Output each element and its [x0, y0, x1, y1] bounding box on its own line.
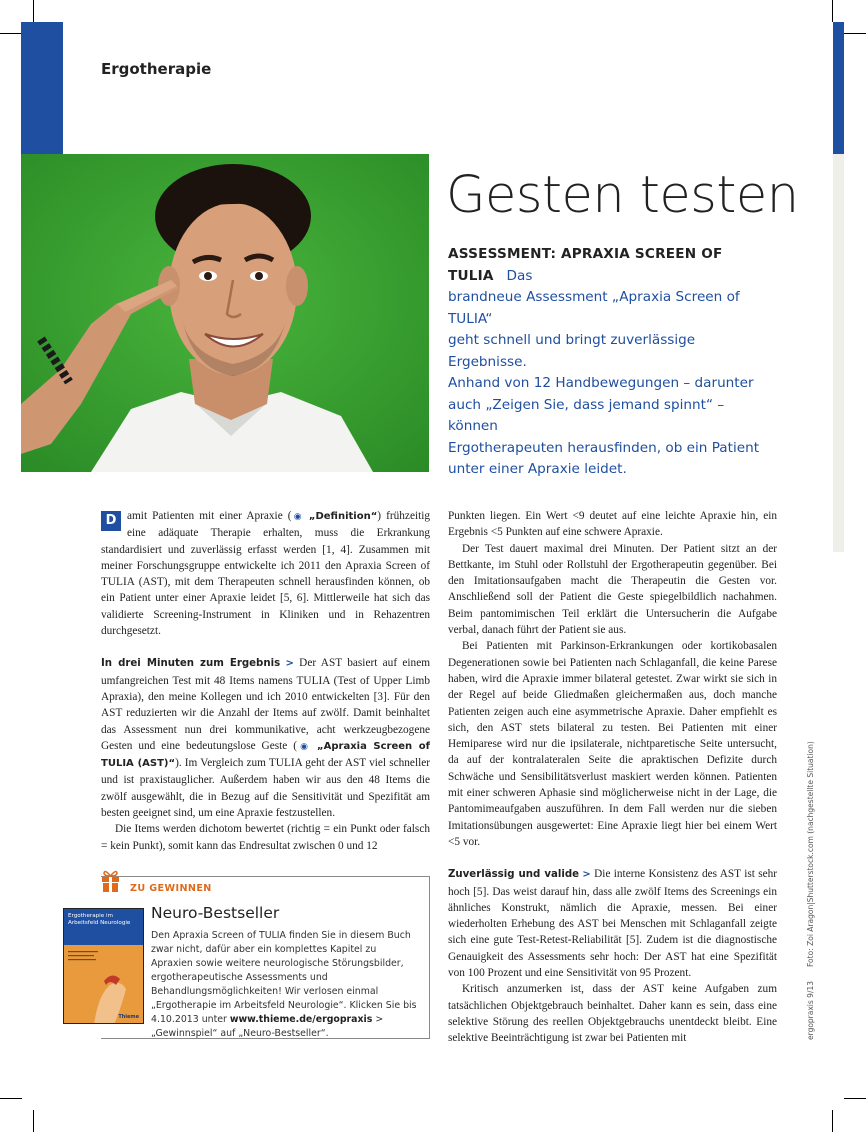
giveaway-text — [151, 929, 419, 1041]
lead-line: Ergotherapeuten herausfinden, ob ein Patient — [448, 439, 760, 456]
crop-mark — [844, 33, 866, 34]
book-title: Ergotherapie im Arbeitsfeld Neurologie — [68, 913, 131, 926]
subheading: In drei Minuten zum Ergebnis — [101, 658, 281, 670]
eye-icon: ◉ — [291, 511, 304, 521]
lead-line: Anhand von 12 Handbewegungen – darunter — [448, 375, 754, 391]
lead-line: geht schnell und bringt zuverlässige Ergebnisse. — [448, 332, 696, 370]
book-cover-image — [64, 945, 144, 1024]
paragraph — [448, 866, 777, 981]
issue-label: ergopraxis 9/13 — [806, 980, 815, 1040]
gift-icon — [101, 868, 120, 892]
lead-line: Das — [506, 267, 533, 284]
paragraph — [101, 655, 430, 821]
lead-line: unter einer Apraxie leidet. — [448, 461, 627, 477]
left-column — [101, 508, 430, 854]
eye-icon: ◉ — [297, 740, 312, 751]
chevron-right-icon: > — [285, 658, 294, 670]
giveaway-link[interactable]: www.thieme.de/ergopraxis — [229, 1014, 373, 1025]
section-label: Ergotherapie — [101, 60, 212, 78]
book-publisher: Thieme — [118, 1014, 139, 1020]
giveaway-kicker: ZU GEWINNEN — [130, 883, 212, 894]
paragraph: Bei Patienten mit Parkinson-Erkrankungen oder kortikobasalen Degenerationen sowie bei Patienten nach Schlaganfall, die keine Parese haben, wird die Apraxie immer bilateral getestet. Zwar wirkt sie sich in der Regel auf beide Gliedmaßen gleichermaßen aus, doch manche Patienten zeigen auch eine asymmetrische Apraxie. Daher empfiehlt es sich, den AST stets bilateral zu testen. Bei Patienten mit einer Hemiparese wird nur die ipsilaterale, nichtparetische Seite untersucht, da auf der kontralateralen Seite die apraktischen Defizite durch Schwäche und Sensibilitätsverlust maskiert werden können. Patienten mit einer schweren Aphasie sind möglicherweise nicht in der Lage, die Pantomimeaufgaben auszuführen. In dem Fall werden nur die sieben Imitationsübungen ausgewertet: Eine Apraxie liegt hier bei einem Wert <5 vor. — [448, 640, 777, 848]
crop-mark — [832, 0, 833, 22]
definition-reference[interactable]: „Definition“ — [308, 511, 378, 522]
lead-line: brandneue Assessment „Apraxia Screen of TULIA“ — [448, 289, 740, 327]
crop-mark — [33, 0, 34, 22]
crop-mark — [0, 33, 22, 34]
text-run: amit Patienten mit einer Apraxie ( — [127, 510, 292, 522]
side-credit — [806, 740, 815, 1040]
text-run: > „Gewinnspiel“ auf „Neuro-Bestseller“. — [151, 1014, 384, 1039]
drop-cap: D — [101, 511, 121, 531]
giveaway-title: Neuro-Bestseller — [151, 904, 280, 922]
paragraph: Kritisch anzumerken ist, dass der AST keine Aufgaben zum tatsächlichen Objektgebrauch beinhaltet. Daher kann es sein, dass eine selektive Störung des reellen Objektgebrauchs unentdeckt bleibt. Eine selektive Beeinträchtigung ist zwar bei Patienten mit — [448, 983, 777, 1045]
lead-line: auch „Zeigen Sie, dass jemand spinnt“ – können — [448, 396, 725, 434]
left-accent-bar — [21, 22, 63, 154]
paragraph — [101, 508, 430, 639]
photo-credit: Foto: Zoi Aragon|Shutterstock.com (nachgestellte Situation) — [806, 741, 815, 967]
crop-mark — [33, 1110, 34, 1132]
right-gray-bar — [833, 154, 844, 552]
text-run: Den Apraxia Screen of TULIA finden Sie in diesem Buch zwar nicht, dafür aber ein komplettes Kapitel zu Apraxien sowie weitere neurologische Störungsbilder, ergotherapeutische Assessments und Behandlungsmöglichkeiten! Wir verlosen einmal „Ergotherapie im Arbeitsfeld Neurologie“. Klicken Sie bis 4.10.2013 unter — [151, 930, 417, 1025]
paragraph: Die Items werden dichotom bewertet (richtig = ein Punkt oder falsch = kein Punkt), somit kann das Endresultat zwischen 0 und 12 — [101, 823, 430, 852]
article-lead — [448, 244, 778, 481]
lead-kicker: ASSESSMENT: APRAXIA SCREEN OF TULIA — [448, 246, 723, 284]
paragraph: Der Test dauert maximal drei Minuten. Der Patient sitzt an der Bettkante, im Stuhl oder Rollstuhl der Ergotherapeutin gegenüber. Bei den Imitationsaufgaben macht die Therapeutin die Gesten vor. Anschließend soll der Patient die Geste spiegelbildlich nachahmen. Beim pantomimischen Teil erklärt die Untersucherin die Aufgabe verbal, danach führt der Patient sie aus. — [448, 542, 777, 637]
book-cover — [63, 908, 144, 1024]
paragraph: Punkten liegen. Ein Wert <9 deutet auf eine leichte Apraxie hin, ein Ergebnis <5 Punkten auf eine schwere Apraxie. — [448, 510, 777, 539]
crop-mark — [832, 1110, 833, 1132]
text-run: Die interne Konsistenz des AST ist sehr hoch [5]. Das weist darauf hin, dass alle zwölf Items des Screenings ein ähnliches Konstrukt, nämlich die Apraxie, messen. Bei einer wiederholten Erhebung des AST bei Menschen mit Schlaganfall zeigte sich eine gute Test-Retest-Reliabilität [5]. Zudem ist die diagnostische Genauigkeit des Assessments sehr hoch: Der AST hat eine Spezifität von 100 Prozent und eine Sensitivität von 95 Prozent. — [448, 868, 778, 980]
right-column — [448, 508, 777, 1047]
text-run: Der AST basiert auf einem umfangreichen Test mit 48 Items namens TULIA (Test of Upper Limb Apraxia), den meine Kollegen und ich 2010 entwickelten [3]. Für den AST reduzierten wir die Anzahl der Items auf zwölf. Damit beinhaltet das Assessment nun drei kommunikative, acht werkzeugbezogene Gesten und eine bedeutungslose Geste ( — [101, 657, 430, 752]
article-photo — [21, 154, 429, 472]
ast-reference[interactable]: „Apraxia Screen of TULIA (AST)“ — [101, 740, 430, 770]
crop-mark — [0, 1098, 22, 1099]
chevron-right-icon: > — [582, 869, 591, 881]
crop-mark — [844, 1098, 866, 1099]
text-run: ) frühzeitig eine adäquate Therapie erhalten, muss die Erkrankung standardisiert und zuverlässig erfasst werden [1, 4]. Zusammen mit meiner Forschungsgruppe entwickelte ich 2011 den Apraxia Screen of TULIA (AST), mit dem Therapeuten schnell herausfinden können, ob ein Patient unter einer Apraxie leidet [5, 6]. Mittlerweile hat sich das validierte Screening-Instrument in Kliniken und in Rehazentren durchgesetzt. — [101, 510, 431, 638]
article-title: Gesten testen — [446, 166, 799, 225]
text-run: ). Im Vergleich zum TULIA geht der AST viel schneller und ist praxistauglicher. Außerdem haben wir aus den 48 Items die zwölf ausgewählt, die in Bezug auf die Sensitivität und Spezifität am besten geeignet sind, um eine Apraxie festzustellen. — [101, 757, 430, 820]
right-accent-bar — [833, 22, 844, 154]
subheading: Zuverlässig und valide — [448, 869, 580, 881]
